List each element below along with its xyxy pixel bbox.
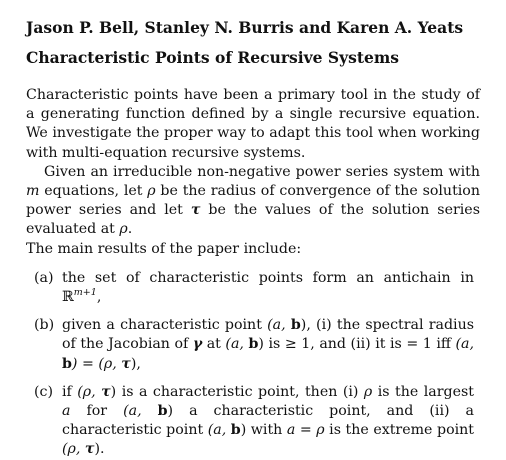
list-item-a xyxy=(34,269,480,307)
math-a: a xyxy=(62,403,71,420)
math-paren: ) xyxy=(94,441,100,458)
text-run: with xyxy=(246,422,287,439)
math-bold-b: b xyxy=(290,317,301,334)
item-label: (a) xyxy=(34,269,54,286)
item-label: (c) xyxy=(34,383,54,400)
math-point: (a, xyxy=(455,336,474,353)
results-intro: The main results of the paper include: xyxy=(26,240,302,257)
text-run: at xyxy=(202,336,226,353)
math-reals: ℝ xyxy=(62,289,74,306)
item-label: (b) xyxy=(34,317,55,334)
text-run: , (i) the spectral radius of the Jacobian of xyxy=(62,317,474,353)
math-paren: ), xyxy=(130,355,141,372)
text-run: Given an irreducible non-negative power series system with xyxy=(44,163,480,180)
author-list: Jason P. Bell, Stanley N. Burris and Karen A. Yeats xyxy=(26,18,464,37)
math-rho: ρ xyxy=(147,183,156,200)
text-run: , xyxy=(96,289,102,306)
paper-title: Characteristic Points of Recursive Systems xyxy=(26,48,399,67)
math-rho: ρ xyxy=(363,383,373,400)
math-m: m xyxy=(26,183,40,200)
math-point: (ρ, xyxy=(62,441,85,458)
list-item-b xyxy=(34,316,480,374)
text-run: equations, let xyxy=(39,183,148,200)
math-exponent: m+1 xyxy=(73,287,97,299)
results-list xyxy=(26,269,480,460)
text-run: . xyxy=(100,441,105,458)
math-paren: ) xyxy=(258,336,264,353)
text-run: given a characteristic point xyxy=(62,317,268,334)
math-point: (a, xyxy=(225,336,249,353)
math-point: (a, xyxy=(123,403,158,420)
math-point: (a, xyxy=(267,317,291,334)
text-run: be the radius of convergence of the solution power series and let xyxy=(26,183,480,219)
text-run: . xyxy=(127,221,133,238)
math-point: (ρ, xyxy=(77,383,102,400)
item-text xyxy=(62,269,474,307)
abstract-paragraph-2 xyxy=(26,163,480,240)
text-run: be the values of the solution series evaluated at xyxy=(26,202,480,238)
text-run: is a characteristic point, then (i) xyxy=(116,383,364,400)
math-rho: ρ xyxy=(119,221,128,238)
text-run: is the largest xyxy=(372,383,474,400)
text-run: for xyxy=(70,403,124,420)
text-run: if xyxy=(62,383,78,400)
math-point: (a, xyxy=(207,422,231,439)
math-gamma: γ xyxy=(192,336,203,353)
abstract-paragraph-1: Characteristic points have been a primary tool in the study of a generating function defined by a single recursive equation. We investigate the proper way to adapt this tool when working with multi-equation recursive systems. xyxy=(26,87,480,161)
math-bold-b: b xyxy=(157,403,168,420)
math-paren: ) xyxy=(240,422,247,439)
item-text xyxy=(62,383,474,460)
math-bold-b: b xyxy=(248,336,259,353)
math-tau: τ xyxy=(84,441,95,458)
math-tau: τ xyxy=(121,355,131,372)
math-tau: τ xyxy=(190,202,201,219)
math-tau: τ xyxy=(101,383,111,400)
text-run: a characteristic point, and (ii) a characteristic point xyxy=(62,403,474,439)
text-run: the set of characteristic points form an antichain in xyxy=(62,269,474,286)
math-bold-b: b xyxy=(62,355,72,372)
list-item-c xyxy=(34,383,480,460)
math-paren: ) xyxy=(300,317,307,334)
text-run: is the extreme point xyxy=(324,422,475,439)
math-bold-b: b xyxy=(230,422,241,439)
math-paren: ) xyxy=(167,403,174,420)
item-text xyxy=(62,316,474,374)
math-equation: a = ρ xyxy=(286,422,325,439)
math-point: ) = (ρ, xyxy=(71,355,122,372)
math-paren: ) xyxy=(110,383,117,400)
text-run: is ≥ 1, and (ii) it is = 1 iff xyxy=(263,336,456,353)
